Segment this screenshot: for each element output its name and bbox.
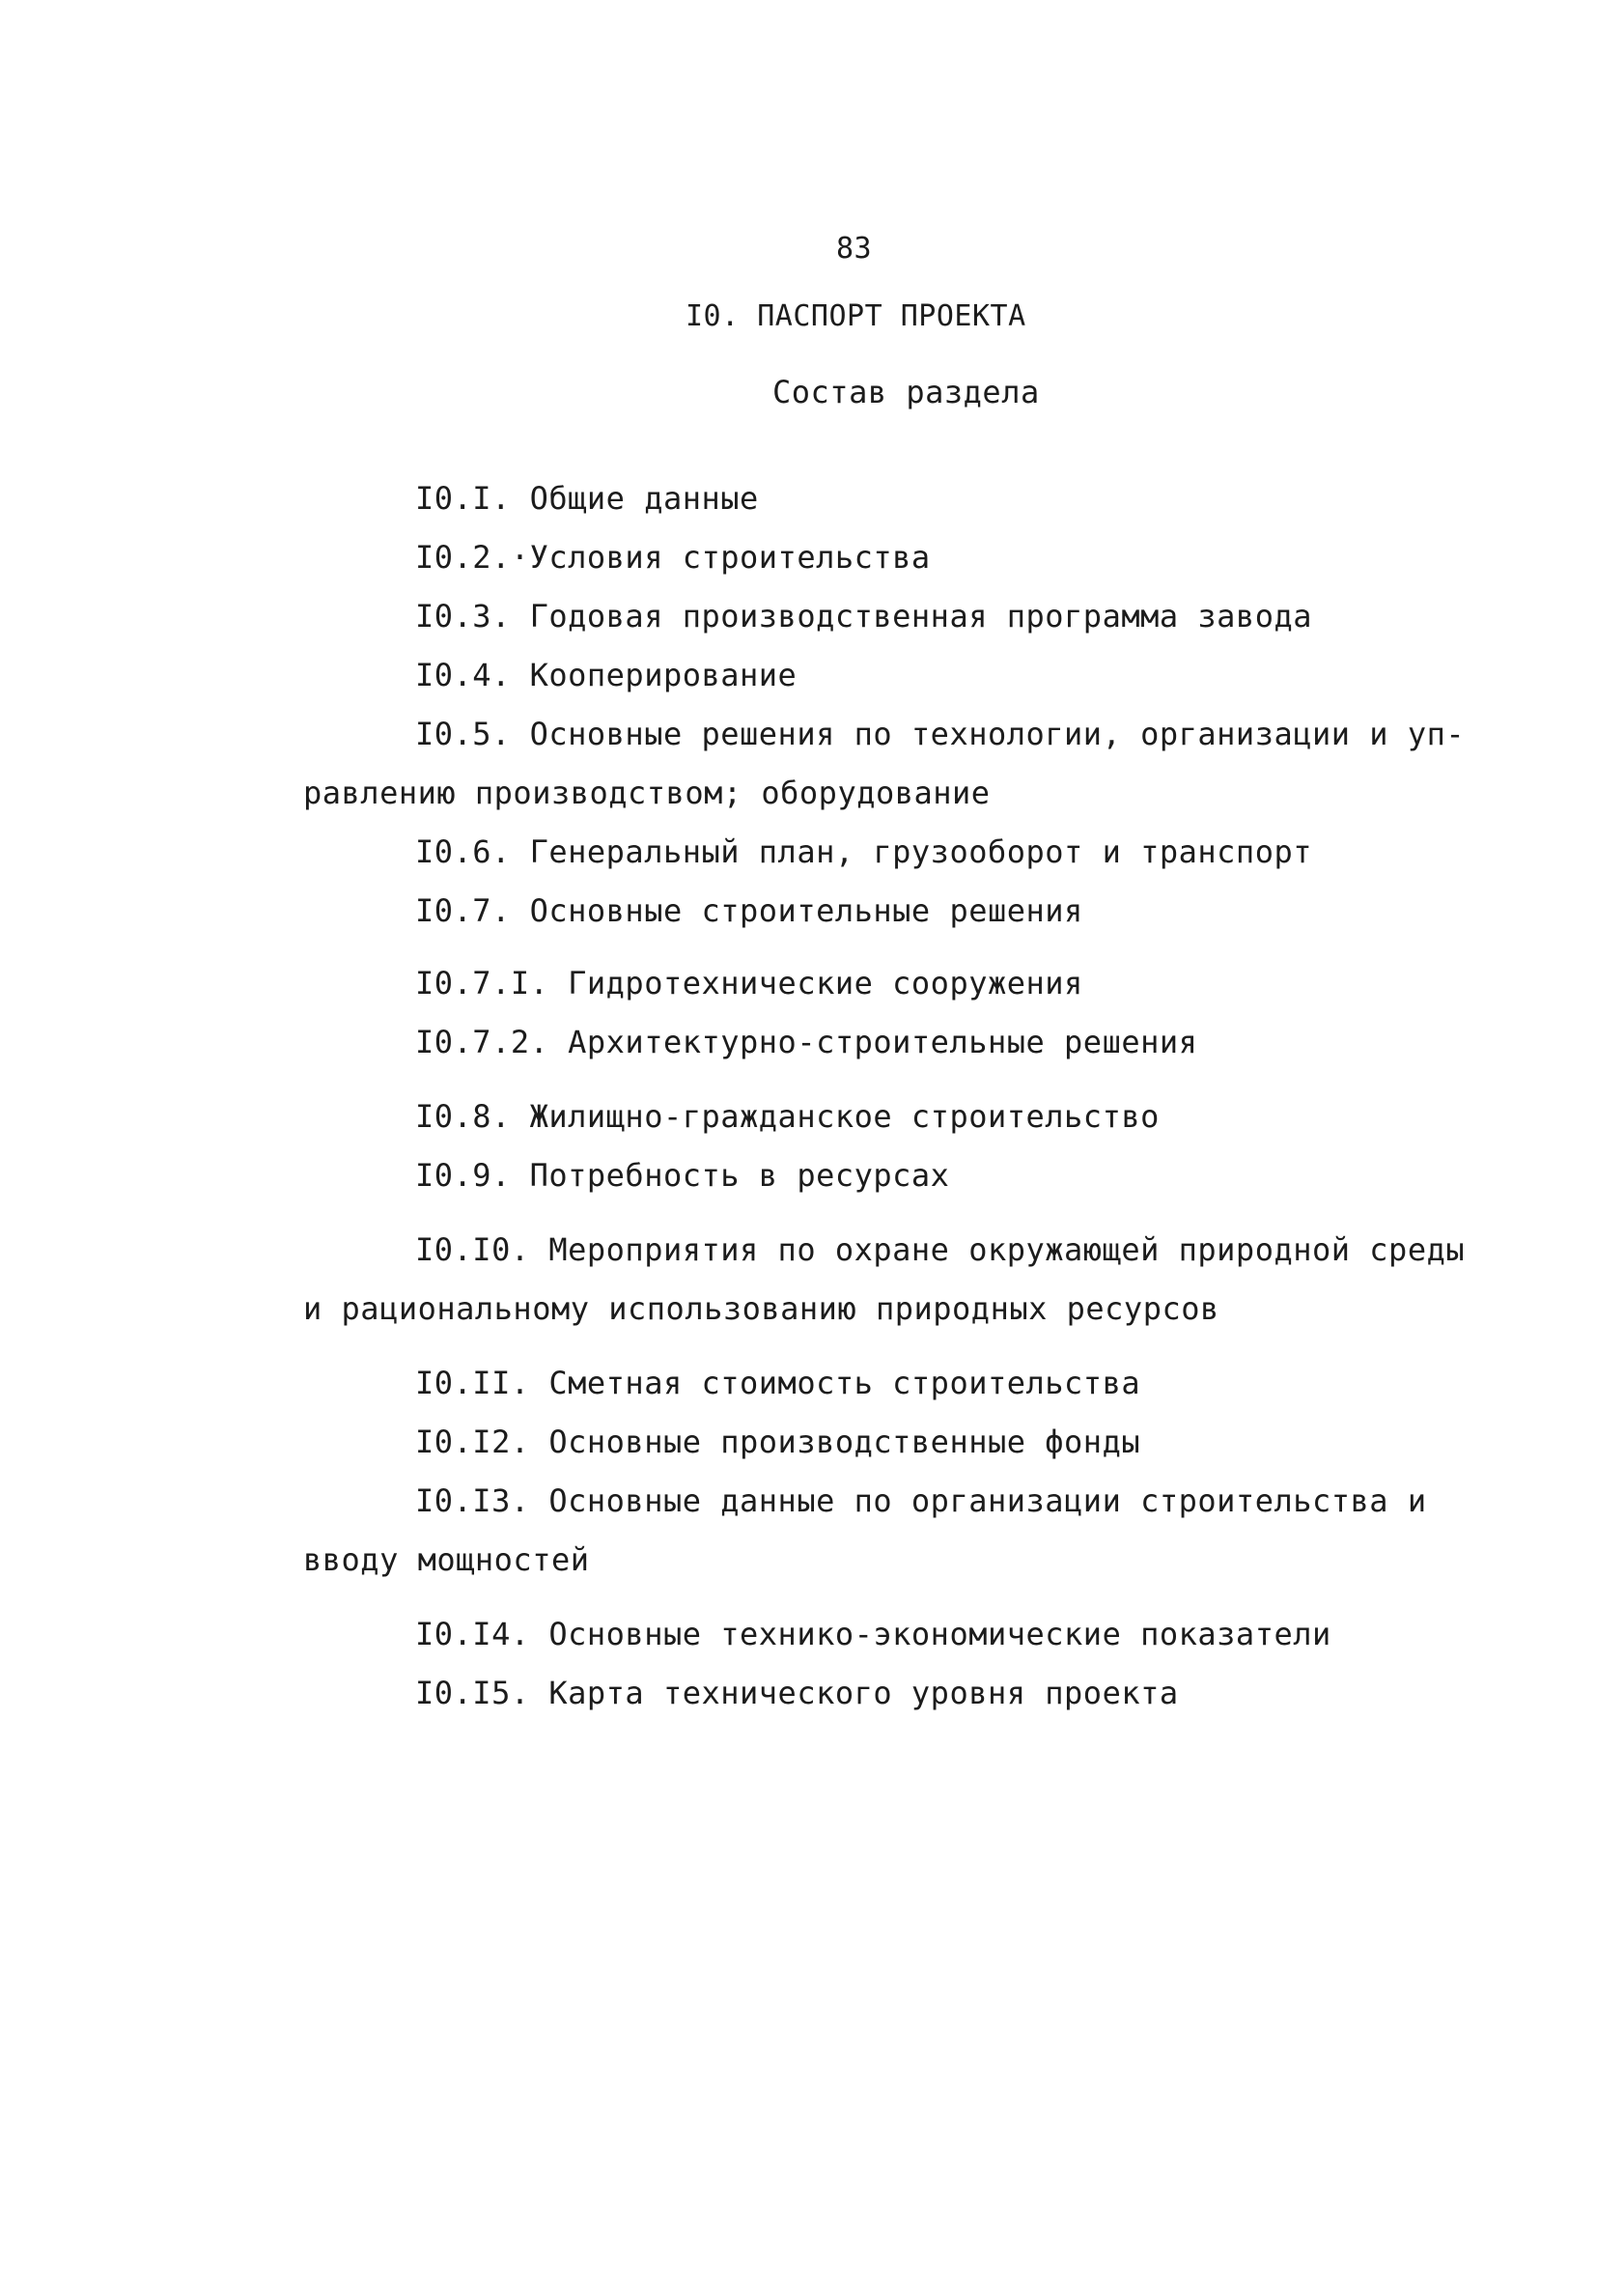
toc-item-10-7-2: I0.7.2. Архитектурно-строительные решения [415,1024,1198,1060]
toc-item-10-9: I0.9. Потребность в ресурсах [415,1157,950,1194]
toc-item-10-7: I0.7. Основные строительные решения [415,892,1083,929]
toc-item-10-1: I0.I. Общие данные [415,480,759,517]
toc-item-10-14: I0.I4. Основные технико-экономические показатели [415,1616,1331,1652]
toc-item-10-2: I0.2.·Условия строительства [415,539,931,576]
toc-item-10-12: I0.I2. Основные производственные фонды [415,1424,1141,1460]
toc-item-10-10-continuation: и рациональному использованию природных ресурсов [303,1290,1219,1327]
section-subtitle: Состав раздела [772,374,1040,410]
toc-item-10-5-continuation: равлению производством; оборудование [303,775,991,811]
toc-item-10-13: I0.I3. Основные данные по организации строительства и [415,1482,1427,1519]
toc-item-10-7-1: I0.7.I. Гидротехнические сооружения [415,965,1083,1001]
toc-item-10-8: I0.8. Жилищно-гражданское строительство [415,1098,1160,1135]
toc-item-10-3: I0.3. Годовая производственная программа завода [415,598,1312,635]
toc-item-10-6: I0.6. Генеральный план, грузооборот и транспорт [415,833,1312,870]
toc-item-10-5: I0.5. Основные решения по технологии, организации и уп- [415,716,1466,752]
toc-item-10-11: I0.II. Сметная стоимость строительства [415,1365,1141,1401]
section-title: I0. ПАСПОРТ ПРОЕКТА [686,299,1026,333]
toc-item-10-4: I0.4. Кооперирование [415,657,798,693]
page-number: 83 [836,232,873,266]
toc-item-10-10: I0.I0. Мероприятия по охране окружающей природной среды [415,1231,1466,1268]
toc-item-10-13-continuation: вводу мощностей [303,1541,590,1578]
toc-item-10-15: I0.I5. Карта технического уровня проекта [415,1675,1179,1711]
